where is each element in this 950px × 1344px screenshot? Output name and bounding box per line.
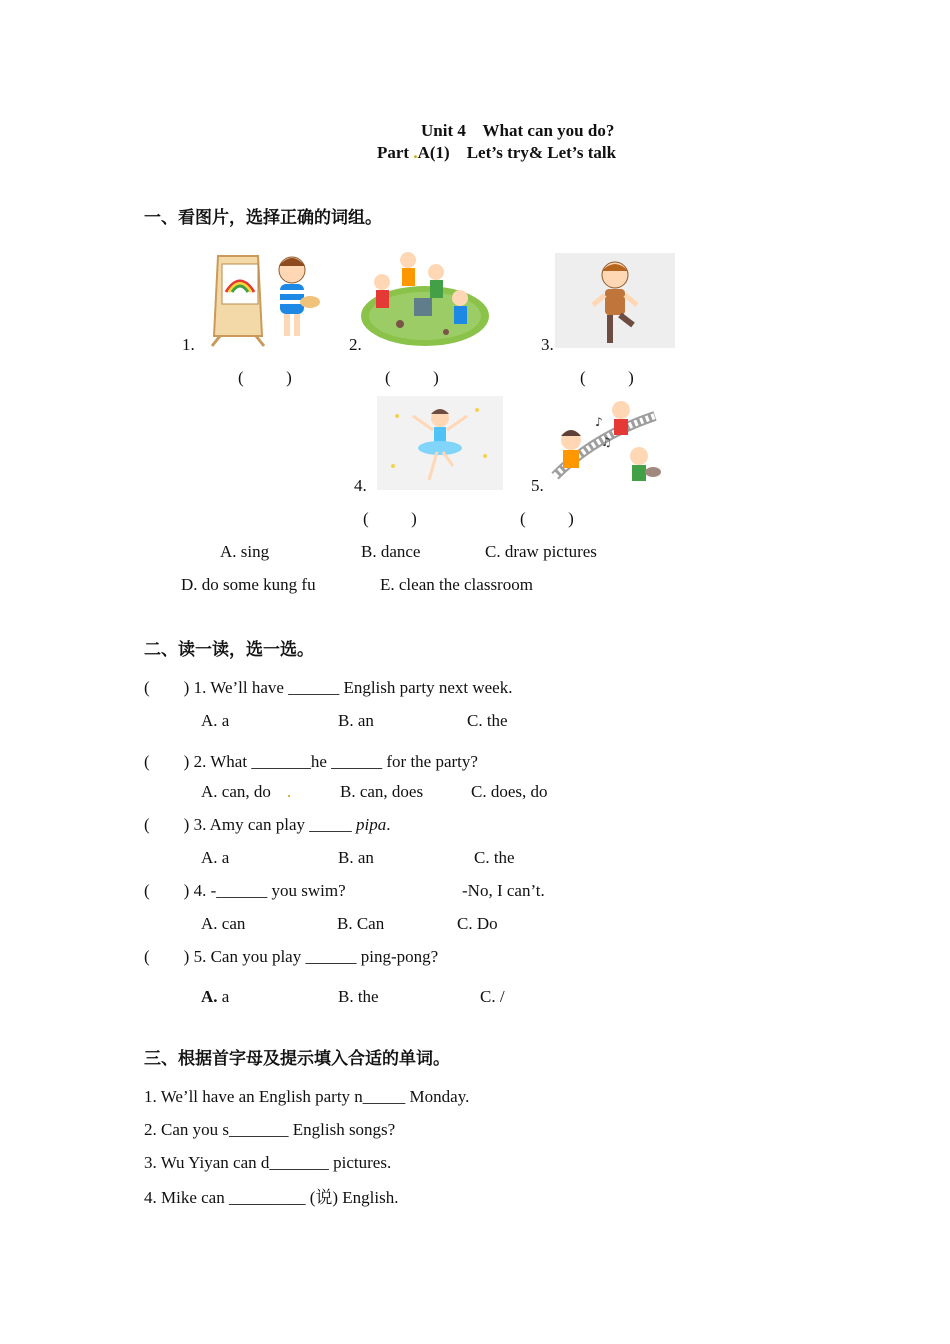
boy-kung-fu-pose-icon xyxy=(555,253,675,348)
q3-option-a: A. a xyxy=(201,848,230,867)
part-title-suffix: A(1) Let’s try& Let’s talk xyxy=(417,143,617,162)
q4-option-c: C. Do xyxy=(457,914,498,933)
picture-4-number: 4. xyxy=(354,476,367,495)
question-1-stem: ( ) 1. We’ll have ______ English party next week. xyxy=(144,678,513,697)
picture-2-number: 2. xyxy=(349,335,362,354)
question-2-stem: ( ) 2. What _______he ______ for the party? xyxy=(144,752,478,771)
picture-3-blank[interactable]: ( ) xyxy=(580,368,634,387)
picture-5-number: 5. xyxy=(531,476,544,495)
question-4-answer: -No, I can’t. xyxy=(462,881,545,900)
q5-option-b: B. the xyxy=(338,987,379,1006)
svg-text:♫: ♫ xyxy=(601,435,612,449)
fill-item-1: 1. We’ll have an English party n_____ Monday. xyxy=(144,1087,470,1106)
q3-option-c: C. the xyxy=(474,848,515,867)
q5-option-a xyxy=(201,988,229,1005)
q1-option-b: B. an xyxy=(338,711,374,730)
part-title-prefix: Part xyxy=(377,143,414,162)
question-3-stem-start: ( ) 3. Amy can play _____ xyxy=(144,815,356,834)
q4-option-b: B. Can xyxy=(337,914,385,933)
unit-title: Unit 4 What can you do? xyxy=(421,121,615,140)
picture-4-blank[interactable]: ( ) xyxy=(363,509,417,528)
q1-option-c: C. the xyxy=(467,711,508,730)
question-3-stem-end: . xyxy=(386,815,391,834)
kids-singing-guitar-icon xyxy=(545,396,670,492)
q2-option-a: A. can, do xyxy=(201,782,271,801)
option-c: C. draw pictures xyxy=(485,542,597,561)
q5-option-c: C. / xyxy=(480,987,505,1006)
kids-cleaning-up-icon xyxy=(360,242,490,350)
q2-option-c: C. does, do xyxy=(471,782,548,801)
q5-option-a-letter: A. xyxy=(201,987,218,1006)
fill-item-3: 3. Wu Yiyan can d_______ pictures. xyxy=(144,1153,392,1172)
picture-3-number: 3. xyxy=(541,335,554,354)
option-e: E. clean the classroom xyxy=(380,575,533,594)
svg-text:♪: ♪ xyxy=(595,415,603,429)
section3-heading: 三、根据首字母及提示填入合适的单词。 xyxy=(144,1049,450,1069)
part-title: Part .A(1) Let’s try& Let’s talk xyxy=(377,143,617,162)
option-d: D. do some kung fu xyxy=(181,575,316,594)
picture-1-blank[interactable]: ( ) xyxy=(238,368,292,387)
q2-option-b: B. can, does xyxy=(340,782,424,801)
option-b: B. dance xyxy=(361,542,421,561)
question-3-stem-pipa: pipa xyxy=(356,815,387,834)
q3-option-b: B. an xyxy=(338,848,374,867)
q4-option-a: A. can xyxy=(201,914,246,933)
fill-item-4: 4. Mike can _________ (说) English. xyxy=(144,1188,399,1207)
question-3-stem xyxy=(144,816,390,833)
fill-item-2: 2. Can you s_______ English songs? xyxy=(144,1120,396,1139)
q5-option-a-text: a xyxy=(217,987,230,1006)
picture-2-blank[interactable]: ( ) xyxy=(385,368,439,387)
picture-1-number: 1. xyxy=(182,335,195,354)
section2-heading: 二、读一读，选一选。 xyxy=(144,640,314,660)
question-4-stem: ( ) 4. -______ you swim? xyxy=(144,881,346,900)
picture-5-blank[interactable]: ( ) xyxy=(520,509,574,528)
girl-painting-easel-icon xyxy=(200,248,320,348)
section1-heading: 一、看图片，选择正确的词组。 xyxy=(144,208,382,228)
q2-stray-dot: . xyxy=(287,782,292,801)
q1-option-a: A. a xyxy=(201,711,230,730)
option-a: A. sing xyxy=(220,542,270,561)
question-5-stem: ( ) 5. Can you play ______ ping-pong? xyxy=(144,947,439,966)
ballerina-dancing-icon xyxy=(377,396,503,490)
